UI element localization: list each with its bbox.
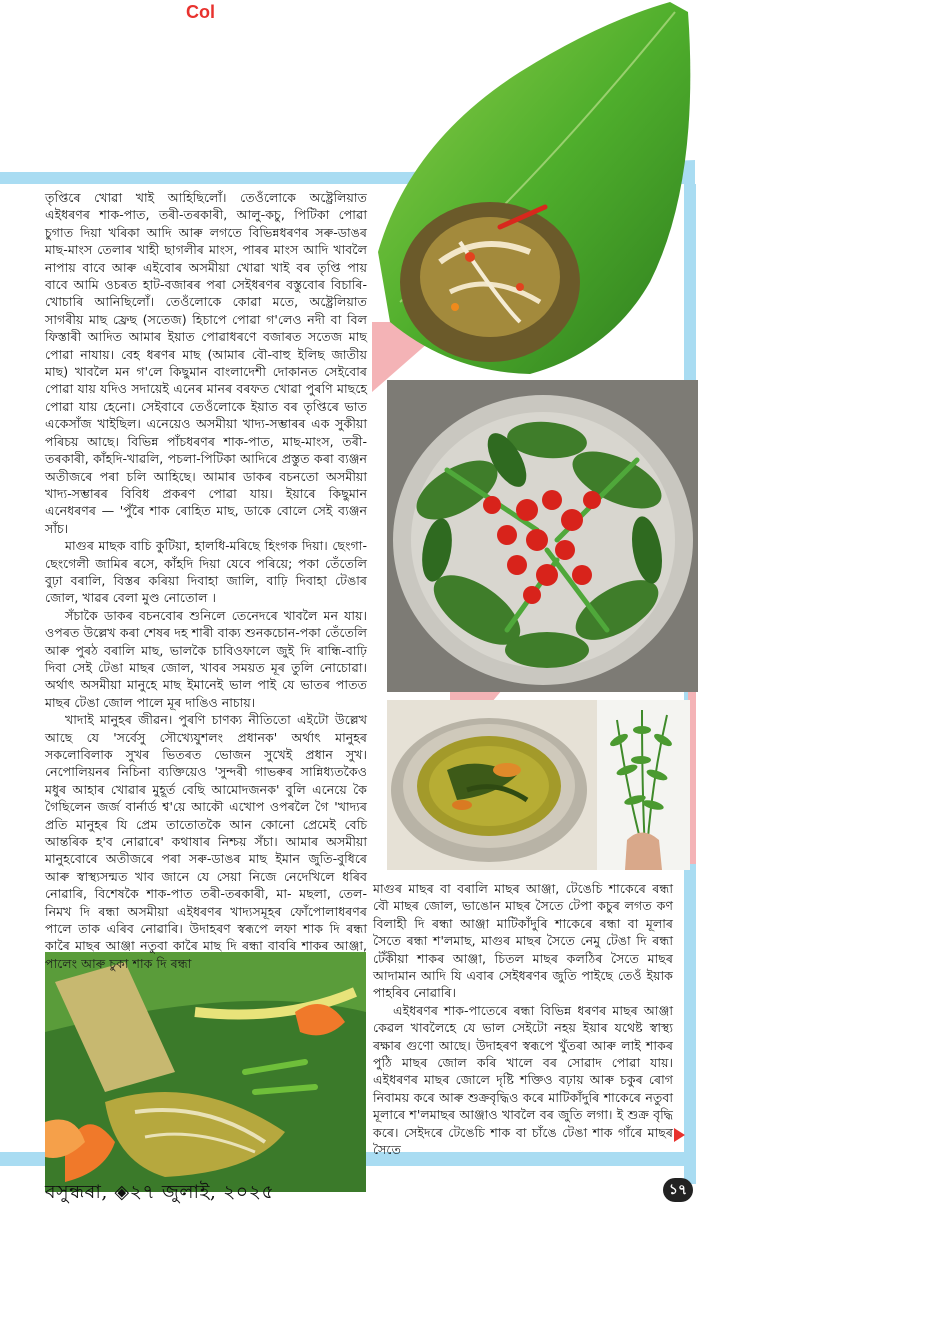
- fish-curry-bowl-photo: [387, 700, 597, 870]
- bottom-blue-band: [0, 1152, 45, 1166]
- section-label: Col: [186, 2, 215, 22]
- left-paragraph: মাগুৰ মাছক বাচি কুটিয়া, হালধি-মৰিছে হিংগক দিয়া। ছেংগা-ছেংগেলী জামিৰ ৰসে, কাঁহদি দিয়া যেবে পৰিয়ে; পকা তেঁতেলি বুঢ়া বৰালি, বিস্তৰ কৰিয়া দিবাহা জালি, বাঢ়ি দিবাহা টেঙাৰ জোল, খাৱৰ বেলা মুণ্ড নোতোল ।: [45, 538, 367, 606]
- left-paragraph: খাদাই মানুহৰ জীৱন। পুৰণি চাণক্য নীতিতো এইটো উল্লেখ আছে যে 'সৰ্বেসু সৌখ্যেযুশলং প্ৰধানক' অৰ্থাৎ মানুহৰ সকলোবিলাক সুখৰ ভিতৰত ভোজন সুখেই প্ৰধান সুখ। নেপোলিয়নৰ নিচিনা ব্যক্তিয়েও 'সুন্দৰী গাভৰুৰ সান্নিধ্যতকৈও মধুৰ আহাৰ খোৱাৰ মুহূৰ্ত বেছি আমোদজনক' বুলি এনেয়ে কৈ গৈছিলেন জৰ্জ বাৰ্নাৰ্ড শ্ব'য়ে আকৌ এখোপ ওপৰলৈ গৈ 'খাদ্যৰ প্ৰতি মানুহৰ যি প্ৰেম তাতোতকৈ আন কোনো প্ৰেমেই বেচি আন্তৰিক হ'ব নোৱাৰে' কথাষাৰ নিশ্চয় সঁচা। আমাৰ অসমীয়া মানুহবোৰে অতীজৰে পৰা সৰু-ডাঙৰ মাছ ইমান জুতি-বুধিৰে আৰু স্বাস্থ্যসন্মত খাব জানে যে সেয়া নিজে নেদেখিলে ধৰিব নোৱাৰি, বিশেষকৈ শাক-পাত তৰী-তৰকাৰী, মা- মছলা, তেল-নিমখ দি ৰন্ধা অসমীয়া এইধৰণৰ খাদ্যসমূহৰ ফোঁপোলাধৰণৰ পালে তাক এৰিব নোৱাৰি। উদাহৰণ স্বৰূপে লফা শাক দি ৰন্ধা কাৰৈ মাছৰ আঞ্জা নতুবা কাৰৈ মাছ দি ৰন্ধা বাবৰি শাকৰ আঞ্জা, পালেং আৰু চুকা শাক দি ৰন্ধা: [45, 712, 367, 971]
- left-paragraph: তৃপ্তিৰে খোৱা খাই আহিছিলোঁ। তেওঁলোকে অষ্ট্ৰেলিয়াত এইধৰণৰ শাক-পাত, তৰী-তৰকাৰী, আলু-কচু, পিটিকা পোৱা চুগাত দিয়া খৰিকা আদি আৰু লগতে বিভিন্নধৰণৰ সৰু-ডাঙৰ মাছ-মাংস তেলাৰ খাহী ছাগলীৰ মাংস, পাৰৰ মাংস আদি খাবলৈ নাপায় বাবে আৰু এইবোৰ অসমীয়া খোৱা খাই বৰ তৃপ্তি পায় বাবে আমি ওচৰত হাট-বজাৰৰ পৰা সেইধৰণৰ বস্তুবোৰ বিচাৰি-খোচাৰি আনিছিলোঁ। তেওঁলোকে কোৱা মতে, অষ্ট্ৰেলিয়াত সাগৰীয় মাছ ফ্ৰেছ (সতেজ) হিচাপে পোৱা গ'লেও নদী বা বিল ফিস্তাৰী আদিত আমাৰ ইয়াত পোৱাধৰণে বজাৰত সতেজ মাছ পোৱা নাযায়। বেহ ধৰণৰ মাছ (আমাৰ বৌ-বাহু ইলিছ জাতীয় মাছ) খাবলৈ মন গ'লে কিছুমান বাংলাদেশী দোকানত সেইবোৰ পোৱা যায় যদিও সদায়েই এনেৰ মানৰ বৰফত খোৱা পুৰণি মাছহে পোৱা যায় হেনো। সেইবাবে তেওঁলোকে ইয়াত বৰ তৃপ্তিৰে ভাত একেসাঁজ খাইছিল। এনেয়েও অসমীয়া খাদ্য-সম্ভাৰৰ এক সুকীয়া পৰিচয় আছে। বিভিন্ন পাঁচধৰণৰ শাক-পাত, মাছ-মাংস, তৰী-তৰকাৰী, কাঁহদি-খাৱলি, পচলা-পিটিকা আদিৰে প্ৰস্তুত কৰা ব্যঞ্জন অতীজৰে পৰা চলি আহিছে। আমাৰ ডাকৰ বচনতো অসমীয়া খাদ্য-সম্ভাৰৰ বিবিধ প্ৰকৰণ পোৱা যায়। ইয়াৰে কিছুমান এনেধৰণৰ — 'পুঁৰৈ শাক ৰোহিত মাছ, ডাকে বোলে সেই ব্যঞ্জন সাঁচ।: [45, 190, 367, 536]
- banana-leaf-dish-photo: [370, 2, 700, 380]
- greens-tomato-plate-photo: [387, 380, 698, 692]
- left-text-column: [45, 189, 367, 971]
- page-number: ১৭: [663, 1178, 693, 1202]
- right-paragraph: এইধৰণৰ শাক-পাতেৰে ৰন্ধা বিভিন্ন ধৰণৰ মাছৰ আঞ্জা কেৱল খাবলৈহে যে ভাল সেইটো নহয় ইয়াৰ যথেষ্ট স্বাস্থ্য ৰক্ষাৰ গুণো আছে। উদাহৰণ স্বৰূপে খুঁতৰা আৰু লাই শাকৰ পুঠি মাছৰ জোল কৰি খালে বৰ সোৱাদ পোৱা যায়। এইধৰণৰ মাছৰ জোলে দৃষ্টি শক্তিও বঢ়ায় আৰু চকুৰ ৰোগ নিবাময় কৰে আৰু শুক্ৰবৃদ্ধিও কৰে মাটিকাঁদুৰি শাকেৰে নতুবা মূলাৰে শ'লমাছৰ আঞ্জাও খাবলৈ বৰ জুতি লগা। ই শুক্ৰ বৃদ্ধি কৰে। সেইদৰে টেঙেচি শাক বা চাঁঙে টেঙা শাক গাঁৰে মাছৰ সৈতে: [373, 1002, 673, 1158]
- leaf-wrapped-fish-photo: [45, 952, 366, 1192]
- top-blue-band: [0, 172, 410, 184]
- publication-footer: বসুন্ধৰা, ◈২৭ জুলাই, ২০২৫: [45, 1181, 275, 1203]
- fern-greens-bunch-photo: [597, 700, 690, 870]
- right-paragraph: মাগুৰ মাছৰ বা বৰালি মাছৰ আঞ্জা, টেঙেচি শাকেৰে ৰন্ধা বৌ মাছৰ জোল, ভাঙোন মাছৰ সৈতে টেপা কচুৰ লগত কণ বিলাহী দি ৰন্ধা আঞ্জা মাটিকাঁদুৰি শাকেৰে ৰন্ধা বা মূলাৰ সৈতে ৰন্ধা শ'লমাছ, মাগুৰ মাছৰ সৈতে নেমু টেঙা দি ৰন্ধা টেঁকীয়া শাকৰ আঞ্জা, চিতল মাছৰ কলঠিৰ সৈতে মাছৰ আদামান আদি যি এবাৰ সেইধৰণৰ জুতি পাইছে তেওঁ ইয়াক পাহৰিব নোৱাৰি।: [373, 881, 673, 1001]
- left-paragraph: সঁচাকৈ ডাকৰ বচনবোৰ শুনিলে তেনেদৰে খাবলৈ মন যায়। ওপৰত উল্লেখ কৰা শেষৰ দহ শাৰী বাক্য শুনকচোন-পকা তেঁতেলি আৰু পুৰঠ বৰালি মাছ, ভালকৈ চাবিওফালে জুই দি ৰান্ধি-বাঢ়ি দিবা সেই টেঙা মাছৰ জোল, খাবৰ সময়ত মূৰ তুলি নোচোৱা। অৰ্থাৎ অসমীয়া মানুহে মাছ ইমানেই ভাল পাই যে ভাতৰ পাতত মাছৰ টেঙা জোল পালে মূৰ দাঙিও নাচায়।: [45, 607, 367, 710]
- continue-arrow-icon: [674, 1128, 685, 1142]
- right-text-column: [373, 880, 673, 1158]
